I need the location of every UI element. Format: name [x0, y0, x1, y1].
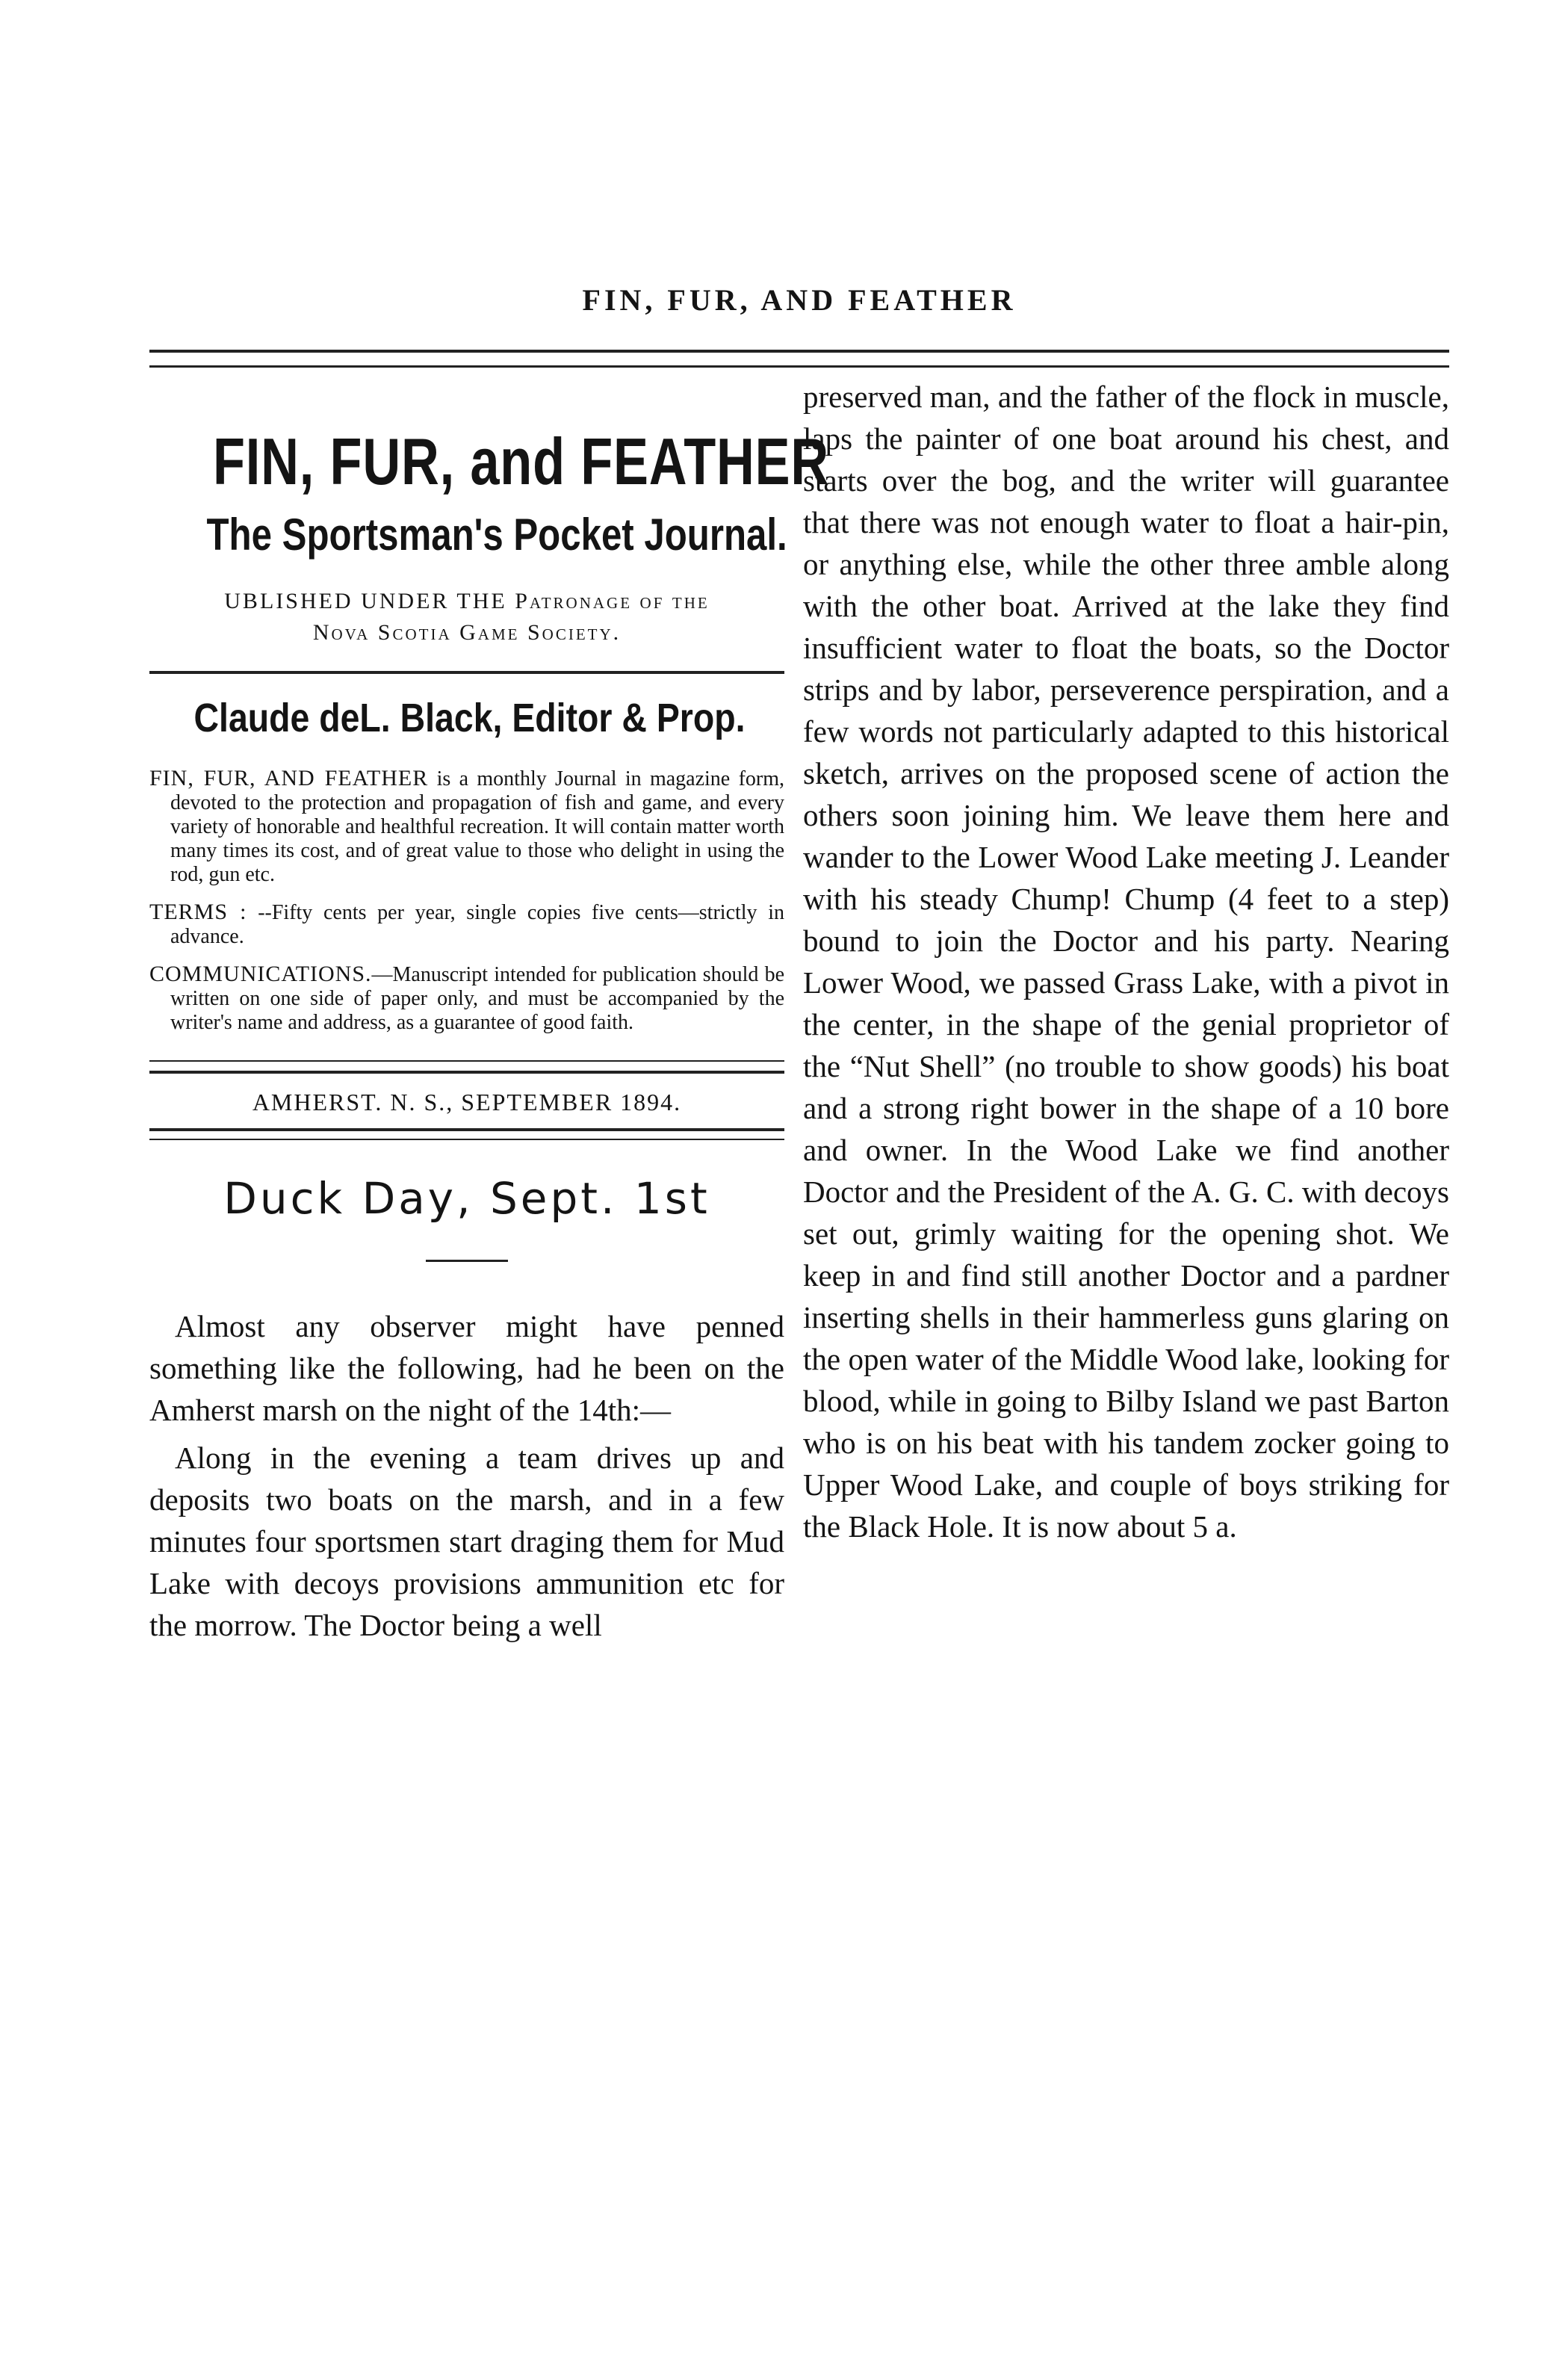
dateline: AMHERST. N. S., SEPTEMBER 1894.: [252, 1089, 682, 1115]
editor-line: Claude deL. Black, Editor & Prop.: [193, 696, 746, 740]
running-head: FIN, FUR, AND FEATHER: [582, 283, 1017, 317]
title-short-rule: [426, 1260, 508, 1262]
article-paragraph: Along in the evening a team drives up and deposits two boats on the marsh, and in a few minutes four sportsmen start draging them for Mud Lake with decoys provisions ammunition etc for the morrow. The Doctor being a well: [149, 1441, 784, 1642]
notice-terms: [149, 900, 784, 949]
patronage-line-1: UBLISHED UNDER THE Patronage of the: [224, 589, 710, 613]
article-paragraph: Almost any observer might have penned something like the following, had he been on the Amherst marsh on the night of the 14th:—: [149, 1309, 784, 1427]
left-column: [149, 377, 830, 1646]
dateline-rule-top: [149, 1060, 784, 1074]
patronage-line-2: Nova Scotia Game Society.: [312, 620, 622, 645]
masthead-subtitle: The Sportsman's Pocket Journal.: [206, 510, 787, 560]
article-title: Duck Day, Sept. 1st: [223, 1173, 710, 1224]
notice-lead: TERMS :: [149, 900, 247, 924]
article-body: [149, 1305, 784, 1646]
right-column: [803, 377, 1449, 1547]
header-double-rule: [149, 350, 1449, 368]
masthead-title: FIN, FUR, and FEATHER: [213, 424, 830, 498]
notice-text: is a monthly Journal in magazine form, devoted to the protection and propagation of fish and game, and every variety of honorable and healthful recreation. It will contain matter worth many times its cost, and of great value to those who delight in using the rod, gun etc.: [170, 767, 784, 886]
notice-text: —Manuscript intended for publication should be written on one side of paper only, and must be accompanied by the writer's name and address, as a guarantee of good faith.: [170, 963, 784, 1034]
notice-lead: FIN, FUR, AND FEATHER: [149, 766, 429, 790]
masthead-rule: [149, 671, 784, 674]
notice-journal: [149, 767, 784, 887]
notice-communications: [149, 962, 784, 1035]
patronage-line: [149, 586, 784, 649]
notice-lead: COMMUNICATIONS.: [149, 962, 372, 986]
article-continuation: preserved man, and the father of the flock in muscle, laps the painter of one boat around his chest, and starts over the bog, and the writer will guarantee that there was not enough water to float a hair-pin, or anything else, while the other three amble along with the other boat. Arrived at the lake they find insufficient water to float the boats, so the Doctor strips and by labor, perseverence perspiration, and a few words not particularly adapted to this historical sketch, arrives on the proposed scene of action the others soon joining him. We leave them here and wander to the Lower Wood Lake meeting J. Leander with his steady Chump! Chump (4 feet to a step) bound to join the Doctor and his party. Nearing Lower Wood, we passed Grass Lake, with a pivot in the center, in the shape of the genial proprietor of the “Nut Shell” (no trouble to show goods) his boat and a strong right bower in the shape of a 10 bore and owner. In the Wood Lake we find another Doctor and the President of the A. G. C. with decoys set out, grimly waiting for the opening shot. We keep in and find still another Doctor and a pardner inserting shells in their hammerless guns glaring on the open water of the Middle Wood lake, looking for blood, while in going to Bilby Island we past Barton who is on his beat with his tandem zocker going to Upper Wood Lake, and couple of boys striking for the Black Hole. It is now about 5 a.: [803, 380, 1449, 1544]
notice-text: --Fifty cents per year, single copies five cents—strictly in advance.: [170, 901, 785, 948]
dateline-rule-bottom: [149, 1128, 784, 1140]
